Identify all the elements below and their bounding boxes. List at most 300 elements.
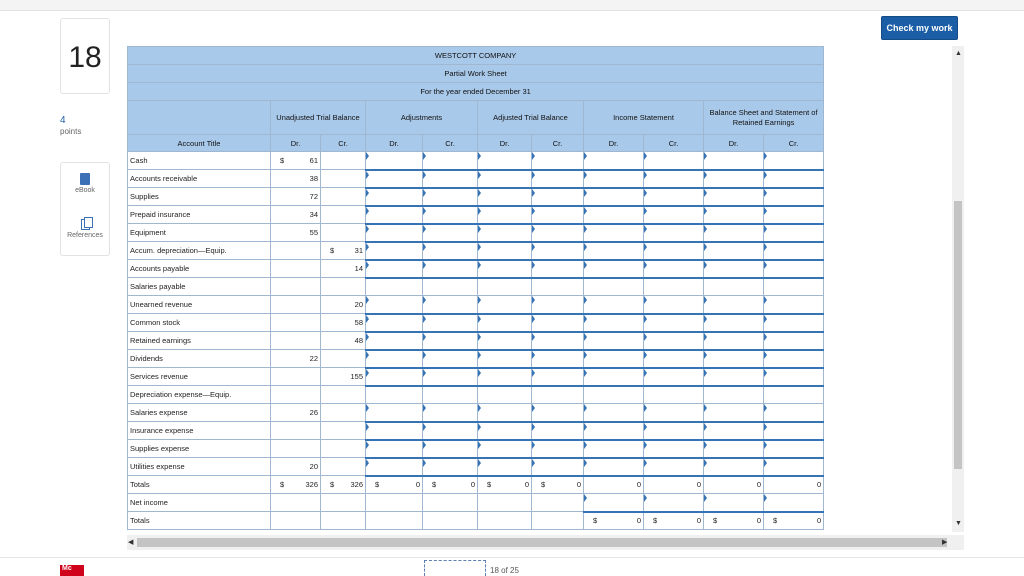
answer-input[interactable] (478, 386, 532, 404)
unadjusted-cr-cell (321, 368, 366, 386)
answer-input[interactable] (366, 242, 423, 260)
currency-symbol: $ (713, 516, 718, 526)
answer-input[interactable] (704, 386, 764, 404)
answer-input[interactable] (366, 278, 423, 296)
answer-input[interactable] (644, 260, 704, 278)
horizontal-scrollbar[interactable] (127, 535, 964, 550)
answer-input[interactable] (764, 386, 824, 404)
answer-input[interactable] (764, 188, 824, 206)
answer-input[interactable] (704, 206, 764, 224)
answer-input[interactable] (423, 206, 478, 224)
answer-input[interactable] (423, 242, 478, 260)
table-row (128, 296, 824, 314)
dr-header: Dr. (704, 135, 764, 152)
amount: 326 (305, 480, 318, 489)
total-cell (366, 476, 423, 494)
unadjusted-cr-cell (321, 188, 366, 206)
account-title: Accum. depreciation—Equip. (128, 242, 271, 260)
table-row (128, 170, 824, 188)
answer-input[interactable] (423, 350, 478, 368)
currency-symbol: $ (593, 516, 598, 526)
amount: 48 (354, 336, 363, 345)
answer-input[interactable] (764, 314, 824, 332)
unadjusted-dr-cell (271, 440, 321, 458)
answer-input[interactable] (584, 242, 644, 260)
answer-input[interactable] (532, 404, 584, 422)
amount: 0 (470, 480, 475, 490)
answer-input[interactable] (764, 152, 824, 170)
account-title: Dividends (128, 350, 271, 368)
answer-input[interactable] (644, 368, 704, 386)
answer-input[interactable] (366, 386, 423, 404)
unadjusted-dr-cell (271, 278, 321, 296)
amount: 20 (354, 300, 363, 309)
answer-input[interactable] (366, 314, 423, 332)
answer-input[interactable] (478, 350, 532, 368)
answer-input[interactable] (423, 440, 478, 458)
answer-input[interactable] (366, 152, 423, 170)
total-cell (704, 476, 764, 494)
answer-input[interactable] (478, 440, 532, 458)
answer-input[interactable] (584, 440, 644, 458)
answer-input[interactable] (423, 404, 478, 422)
answer-input[interactable] (478, 296, 532, 314)
answer-input[interactable] (532, 278, 584, 296)
answer-input[interactable] (644, 242, 704, 260)
answer-input[interactable] (584, 170, 644, 188)
currency-symbol: $ (330, 246, 335, 255)
answer-input[interactable] (584, 296, 644, 314)
unadjusted-cr-cell (321, 152, 366, 170)
answer-input[interactable] (532, 296, 584, 314)
answer-input[interactable] (366, 404, 423, 422)
empty-cell (423, 512, 478, 530)
answer-input[interactable] (764, 422, 824, 440)
table-row (128, 332, 824, 350)
answer-input[interactable] (532, 458, 584, 476)
unadjusted-dr-cell (271, 314, 321, 332)
unadjusted-dr-cell (271, 188, 321, 206)
answer-input[interactable] (644, 332, 704, 350)
table-row (128, 422, 824, 440)
totals-row (128, 476, 824, 494)
answer-input[interactable] (704, 278, 764, 296)
unadjusted-dr-cell (271, 170, 321, 188)
answer-input[interactable] (764, 332, 824, 350)
group-income-statement: Income Statement (584, 101, 704, 135)
answer-input[interactable] (532, 260, 584, 278)
amount: 38 (309, 174, 318, 183)
answer-input[interactable] (366, 368, 423, 386)
currency-symbol: $ (280, 480, 285, 489)
table-row (128, 152, 824, 170)
answer-input[interactable] (423, 224, 478, 242)
cr-header: Cr. (644, 135, 704, 152)
table-row (128, 368, 824, 386)
answer-input[interactable] (366, 296, 423, 314)
answer-input[interactable] (704, 152, 764, 170)
unadjusted-dr-cell (271, 350, 321, 368)
unadjusted-cr-cell (321, 440, 366, 458)
final-total-cell (764, 512, 824, 530)
answer-input[interactable] (584, 188, 644, 206)
work-sheet-table (127, 46, 824, 530)
answer-input[interactable] (764, 242, 824, 260)
net-income-row (128, 494, 824, 512)
unadjusted-cr-cell (321, 242, 366, 260)
account-title: Accounts receivable (128, 170, 271, 188)
dr-header: Dr. (584, 135, 644, 152)
scroll-down-icon[interactable]: ▼ (955, 520, 962, 527)
net-income-input[interactable] (644, 494, 704, 512)
question-number: 18 (60, 18, 110, 94)
answer-input[interactable] (423, 278, 478, 296)
horizontal-scroll-thumb[interactable] (137, 538, 947, 547)
answer-input[interactable] (704, 350, 764, 368)
amount: 155 (350, 372, 363, 381)
answer-input[interactable] (423, 368, 478, 386)
net-income-input[interactable] (584, 494, 644, 512)
net-income-label: Net income (128, 494, 271, 512)
account-title: Cash (128, 152, 271, 170)
empty-cell (423, 494, 478, 512)
answer-input[interactable] (478, 188, 532, 206)
cr-header: Cr. (764, 135, 824, 152)
unadjusted-cr-cell (321, 422, 366, 440)
table-row (128, 404, 824, 422)
amount: 0 (696, 480, 701, 490)
answer-input[interactable] (584, 314, 644, 332)
account-title: Unearned revenue (128, 296, 271, 314)
scroll-right-icon[interactable]: ▶ (942, 539, 948, 546)
answer-input[interactable] (644, 188, 704, 206)
amount: 55 (309, 228, 318, 237)
account-title: Common stock (128, 314, 271, 332)
answer-input[interactable] (366, 332, 423, 350)
answer-input[interactable] (478, 404, 532, 422)
answer-input[interactable] (584, 152, 644, 170)
answer-input[interactable] (478, 314, 532, 332)
answer-input[interactable] (764, 260, 824, 278)
answer-input[interactable] (366, 350, 423, 368)
answer-input[interactable] (423, 170, 478, 188)
total-cell (532, 476, 584, 494)
answer-input[interactable] (764, 206, 824, 224)
answer-input[interactable] (704, 458, 764, 476)
answer-input[interactable] (532, 350, 584, 368)
total-cell (644, 476, 704, 494)
empty-cell (271, 512, 321, 530)
answer-input[interactable] (644, 422, 704, 440)
answer-input[interactable] (478, 224, 532, 242)
check-my-work-button[interactable]: Check my work (881, 16, 958, 40)
empty-cell (532, 494, 584, 512)
unadjusted-cr-cell (321, 296, 366, 314)
unadjusted-cr-cell (321, 314, 366, 332)
cr-header: Cr. (423, 135, 478, 152)
answer-input[interactable] (584, 206, 644, 224)
answer-input[interactable] (423, 332, 478, 350)
answer-input[interactable] (764, 440, 824, 458)
amount: 20 (309, 462, 318, 471)
answer-input[interactable] (478, 152, 532, 170)
answer-input[interactable] (644, 224, 704, 242)
amount: 326 (350, 480, 363, 489)
scroll-up-icon[interactable]: ▲ (955, 50, 962, 57)
unadjusted-dr-cell (271, 206, 321, 224)
account-title: Salaries payable (128, 278, 271, 296)
answer-input[interactable] (366, 422, 423, 440)
totals-label: Totals (128, 476, 271, 494)
account-title: Salaries expense (128, 404, 271, 422)
answer-input[interactable] (584, 386, 644, 404)
answer-input[interactable] (704, 332, 764, 350)
empty-cell (321, 512, 366, 530)
unadjusted-dr-cell (271, 242, 321, 260)
answer-input[interactable] (478, 458, 532, 476)
amount: 34 (309, 210, 318, 219)
answer-input[interactable] (366, 170, 423, 188)
table-row (128, 206, 824, 224)
empty-cell (366, 494, 423, 512)
amount: 58 (354, 318, 363, 327)
unadjusted-cr-cell (321, 350, 366, 368)
group-adjustments: Adjustments (366, 101, 478, 135)
answer-input[interactable] (423, 188, 478, 206)
answer-input[interactable] (764, 368, 824, 386)
answer-input[interactable] (764, 296, 824, 314)
answer-input[interactable] (532, 440, 584, 458)
answer-input[interactable] (704, 188, 764, 206)
empty-cell (321, 494, 366, 512)
answer-input[interactable] (532, 206, 584, 224)
dr-header: Dr. (366, 135, 423, 152)
currency-symbol: $ (773, 516, 778, 526)
vertical-scrollbar[interactable] (952, 46, 964, 532)
answer-input[interactable] (764, 170, 824, 188)
final-total-cell (644, 512, 704, 530)
answer-input[interactable] (584, 278, 644, 296)
currency-symbol: $ (541, 480, 546, 490)
answer-input[interactable] (644, 404, 704, 422)
answer-input[interactable] (704, 242, 764, 260)
unadjusted-dr-cell (271, 386, 321, 404)
answer-input[interactable] (366, 224, 423, 242)
answer-input[interactable] (478, 332, 532, 350)
answer-input[interactable] (423, 152, 478, 170)
answer-input[interactable] (366, 440, 423, 458)
answer-input[interactable] (584, 350, 644, 368)
amount: 22 (309, 354, 318, 363)
answer-input[interactable] (532, 368, 584, 386)
answer-input[interactable] (423, 386, 478, 404)
answer-input[interactable] (532, 386, 584, 404)
answer-input[interactable] (644, 170, 704, 188)
points-value: 4 (60, 115, 66, 126)
total-cell (321, 476, 366, 494)
unadjusted-cr-cell (321, 386, 366, 404)
account-title: Supplies (128, 188, 271, 206)
points-label: points (60, 127, 82, 136)
amount: 0 (415, 480, 420, 490)
answer-input[interactable] (704, 224, 764, 242)
scroll-left-icon[interactable]: ◀ (128, 539, 134, 546)
answer-input[interactable] (644, 206, 704, 224)
answer-input[interactable] (478, 260, 532, 278)
answer-input[interactable] (584, 458, 644, 476)
net-income-input[interactable] (704, 494, 764, 512)
answer-input[interactable] (764, 350, 824, 368)
answer-input[interactable] (532, 314, 584, 332)
answer-input[interactable] (532, 242, 584, 260)
answer-input[interactable] (532, 422, 584, 440)
currency-symbol: $ (432, 480, 437, 490)
answer-input[interactable] (704, 260, 764, 278)
empty-cell (478, 494, 532, 512)
final-totals-row (128, 512, 824, 530)
answer-input[interactable] (532, 224, 584, 242)
amount: 31 (354, 246, 363, 255)
previous-button-area[interactable] (424, 560, 486, 576)
unadjusted-dr-cell (271, 152, 321, 170)
answer-input[interactable] (423, 296, 478, 314)
company-name: WESTCOTT COMPANY (128, 47, 824, 65)
answer-input[interactable] (644, 278, 704, 296)
answer-input[interactable] (478, 278, 532, 296)
answer-input[interactable] (704, 314, 764, 332)
answer-input[interactable] (704, 170, 764, 188)
empty-cell (478, 512, 532, 530)
answer-input[interactable] (764, 278, 824, 296)
unadjusted-cr-cell (321, 224, 366, 242)
answer-input[interactable] (366, 188, 423, 206)
answer-input[interactable] (532, 188, 584, 206)
sheet-period: For the year ended December 31 (128, 83, 824, 101)
dr-header: Dr. (478, 135, 532, 152)
answer-input[interactable] (764, 458, 824, 476)
currency-symbol: $ (375, 480, 380, 490)
table-row (128, 458, 824, 476)
table-row (128, 440, 824, 458)
cr-header: Cr. (532, 135, 584, 152)
vertical-scroll-thumb[interactable] (954, 201, 962, 469)
amount: 0 (636, 516, 641, 526)
answer-input[interactable] (644, 440, 704, 458)
answer-input[interactable] (423, 260, 478, 278)
answer-input[interactable] (478, 170, 532, 188)
answer-input[interactable] (644, 386, 704, 404)
currency-symbol: $ (653, 516, 658, 526)
references-icon (81, 219, 90, 230)
amount: 0 (576, 480, 581, 490)
answer-input[interactable] (644, 458, 704, 476)
total-cell (584, 476, 644, 494)
answer-input[interactable] (366, 206, 423, 224)
unadjusted-dr-cell (271, 458, 321, 476)
empty-cell (366, 512, 423, 530)
amount: 0 (636, 480, 641, 490)
answer-input[interactable] (644, 296, 704, 314)
unadjusted-dr-cell (271, 296, 321, 314)
top-bar (0, 0, 1024, 11)
pager-info: 18 of 25 (490, 566, 519, 575)
answer-input[interactable] (478, 242, 532, 260)
answer-input[interactable] (478, 206, 532, 224)
empty-cell (532, 512, 584, 530)
answer-input[interactable] (704, 368, 764, 386)
answer-input[interactable] (584, 260, 644, 278)
currency-symbol: $ (487, 480, 492, 490)
ebook-tool[interactable] (61, 173, 109, 194)
answer-input[interactable] (532, 332, 584, 350)
answer-input[interactable] (584, 368, 644, 386)
answer-input[interactable] (644, 350, 704, 368)
answer-input[interactable] (704, 440, 764, 458)
amount: 72 (309, 192, 318, 201)
unadjusted-cr-cell (321, 404, 366, 422)
total-cell (478, 476, 532, 494)
account-title: Depreciation expense—Equip. (128, 386, 271, 404)
answer-input[interactable] (423, 422, 478, 440)
answer-input[interactable] (644, 152, 704, 170)
answer-input[interactable] (478, 368, 532, 386)
answer-input[interactable] (423, 458, 478, 476)
amount: 26 (309, 408, 318, 417)
answer-input[interactable] (584, 404, 644, 422)
table-row (128, 260, 824, 278)
currency-symbol: $ (330, 480, 335, 489)
account-title-header: Account Title (128, 135, 271, 152)
answer-input[interactable] (644, 314, 704, 332)
table-row (128, 224, 824, 242)
answer-input[interactable] (532, 152, 584, 170)
answer-input[interactable] (704, 422, 764, 440)
amount: 0 (696, 516, 701, 526)
amount: 0 (816, 516, 822, 526)
cr-header: Cr. (321, 135, 366, 152)
unadjusted-cr-cell (321, 170, 366, 188)
account-title: Utilities expense (128, 458, 271, 476)
mcgraw-hill-logo: Mc (60, 565, 84, 576)
answer-input[interactable] (584, 224, 644, 242)
net-income-input[interactable] (764, 494, 824, 512)
final-totals-label: Totals (128, 512, 271, 530)
answer-input[interactable] (764, 404, 824, 422)
unadjusted-dr-cell (271, 368, 321, 386)
answer-input[interactable] (366, 260, 423, 278)
references-label: References (67, 232, 103, 239)
answer-input[interactable] (704, 404, 764, 422)
group-balance-sheet: Balance Sheet and Statement of Retained Earnings (704, 101, 824, 135)
table-row (128, 350, 824, 368)
answer-input[interactable] (478, 422, 532, 440)
amount: 0 (524, 480, 529, 490)
unadjusted-cr-cell (321, 332, 366, 350)
group-header-blank (128, 101, 271, 135)
answer-input[interactable] (423, 314, 478, 332)
answer-input[interactable] (584, 422, 644, 440)
answer-input[interactable] (704, 296, 764, 314)
answer-input[interactable] (764, 224, 824, 242)
answer-input[interactable] (532, 170, 584, 188)
answer-input[interactable] (584, 332, 644, 350)
answer-input[interactable] (366, 458, 423, 476)
amount: 0 (756, 480, 761, 490)
amount: 14 (354, 264, 363, 273)
unadjusted-cr-cell (321, 458, 366, 476)
table-row (128, 242, 824, 260)
references-tool[interactable] (61, 219, 109, 239)
